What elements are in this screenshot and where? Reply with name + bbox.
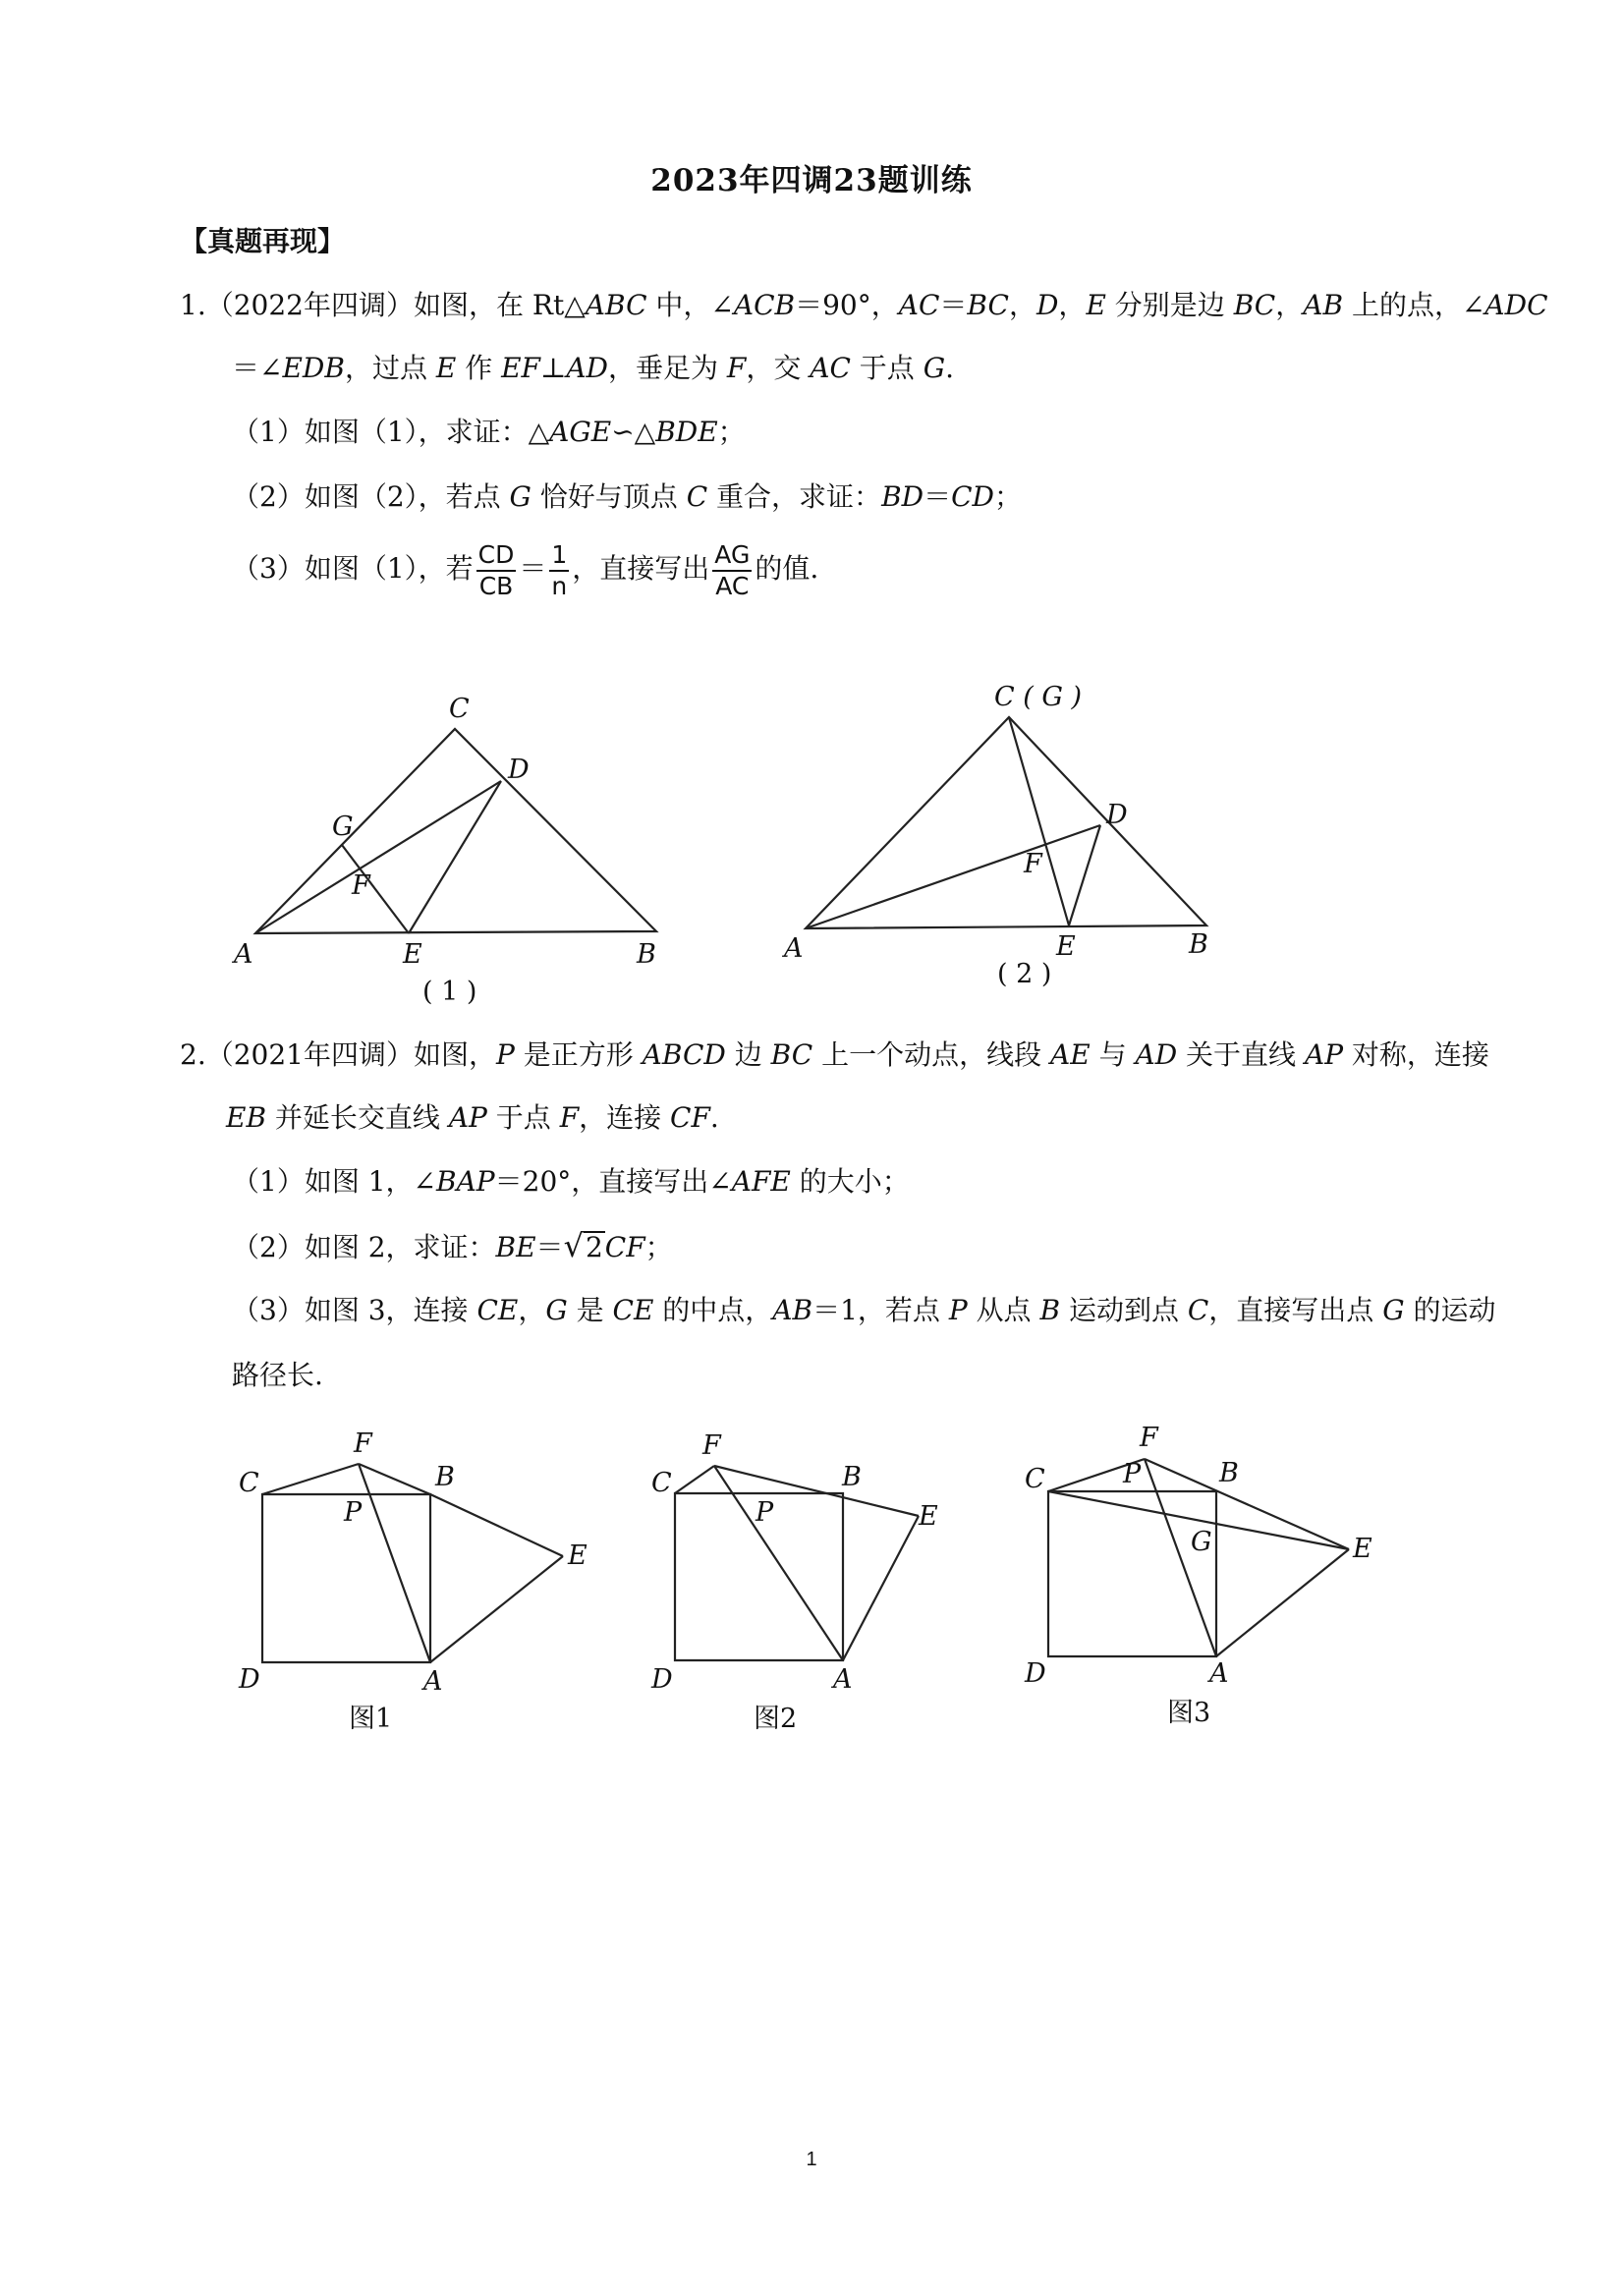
label-p: P: [344, 1497, 363, 1528]
label-b: B: [435, 1462, 455, 1492]
section-heading: 【真题再现】: [180, 225, 346, 257]
q1-part3: （3）如图（1），若 $\frac{CD}{CB}$ ＝ $\frac{1}{n}$ ，直接写出 $\frac{AG}{AC}$ 的值.: [232, 539, 819, 600]
label-d: D: [239, 1664, 260, 1695]
label-b: B: [842, 1462, 862, 1492]
q2-part3-line2: 路径长.: [232, 1359, 323, 1391]
label-f: F: [352, 870, 370, 901]
label-d: D: [1106, 800, 1128, 830]
fraction-1-n: $\frac{1}{n}$: [551, 539, 568, 600]
label-e: E: [1353, 1534, 1372, 1564]
label-b: B: [1219, 1458, 1239, 1488]
label-b: B: [637, 939, 656, 970]
label-e: E: [403, 939, 422, 970]
q2-line2: EB 并延长交直线 AP 于点 F，连接 CF.: [226, 1101, 719, 1134]
figure-square-2: [634, 1415, 1027, 1749]
label-g: G: [1191, 1527, 1212, 1557]
figure-square-1: [221, 1415, 614, 1749]
label-a: A: [833, 1664, 853, 1695]
label-e: E: [919, 1501, 938, 1532]
label-c: C: [651, 1468, 672, 1498]
q1-part1: （1）如图（1），求证：△AGE∽△BDE；: [232, 416, 746, 448]
sqrt-value: 2: [585, 1231, 603, 1263]
label-a: A: [234, 939, 253, 970]
q1-line2: ＝∠EDB，过点 E 作 EF⊥AD，垂足为 F，交 AC 于点 G.: [232, 352, 954, 384]
label-a: A: [423, 1666, 443, 1697]
label-e: E: [1056, 931, 1076, 962]
sqrt-symbol: √: [563, 1227, 584, 1264]
label-f: F: [1140, 1423, 1158, 1453]
label-g: G: [332, 812, 354, 842]
q2-part3: （3）如图 3，连接 CE，G 是 CE 的中点，AB＝1，若点 P 从点 B 运动到点 C，直接写出点 G 的运动: [232, 1294, 1496, 1326]
fraction-cd-cb: $\frac{CD}{CB}$: [477, 539, 515, 600]
figure-1-caption: ( 1 ): [422, 977, 477, 1007]
label-c: C: [239, 1468, 259, 1498]
q2-part1: （1）如图 1，∠BAP＝20°，直接写出∠AFE 的大小；: [232, 1165, 910, 1198]
figure-square-2-caption: 图2: [754, 1704, 798, 1734]
q1-line1: 1.（2022年四调）如图，在 Rt△ABC 中，∠ACB＝90°，AC＝BC，D，E 分别是边 BC，AB 上的点，∠ADC: [180, 289, 1548, 321]
q1-part2: （2）如图（2），若点 G 恰好与顶点 C 重合，求证：BD＝CD；: [232, 480, 1022, 513]
label-c-g: C ( G ): [994, 682, 1083, 712]
label-c: C: [1025, 1464, 1045, 1494]
label-d: D: [1025, 1658, 1046, 1689]
q2-line1: 2.（2021年四调）如图，P 是正方形 ABCD 边 BC 上一个动点，线段 AE 与 AD 关于直线 AP 对称，连接: [180, 1038, 1489, 1071]
label-b: B: [1189, 929, 1208, 960]
label-f: F: [702, 1430, 721, 1461]
figure-square-1-caption: 图1: [349, 1704, 393, 1734]
label-p: P: [756, 1497, 774, 1528]
label-c: C: [449, 694, 470, 724]
figure-2-caption: ( 2 ): [997, 959, 1052, 989]
label-d: D: [508, 755, 530, 785]
label-f: F: [354, 1428, 372, 1459]
page-number: 1: [806, 2149, 817, 2170]
q2-part2: （2）如图 2，求证：BE＝√2CF；: [232, 1227, 673, 1264]
label-a: A: [1209, 1658, 1229, 1689]
label-e: E: [568, 1540, 588, 1571]
label-f: F: [1024, 849, 1042, 879]
page-title: 2023年四调23题训练: [650, 163, 973, 198]
figure-2-triangle: [776, 678, 1238, 1002]
figure-square-3-caption: 图3: [1167, 1698, 1211, 1728]
figure-1-triangle: [226, 688, 688, 1012]
fraction-ag-ac: $\frac{AG}{AC}$: [714, 539, 751, 600]
label-a: A: [784, 933, 804, 964]
label-p: P: [1123, 1459, 1142, 1489]
label-d: D: [651, 1664, 673, 1695]
figure-square-3: [1007, 1405, 1400, 1739]
